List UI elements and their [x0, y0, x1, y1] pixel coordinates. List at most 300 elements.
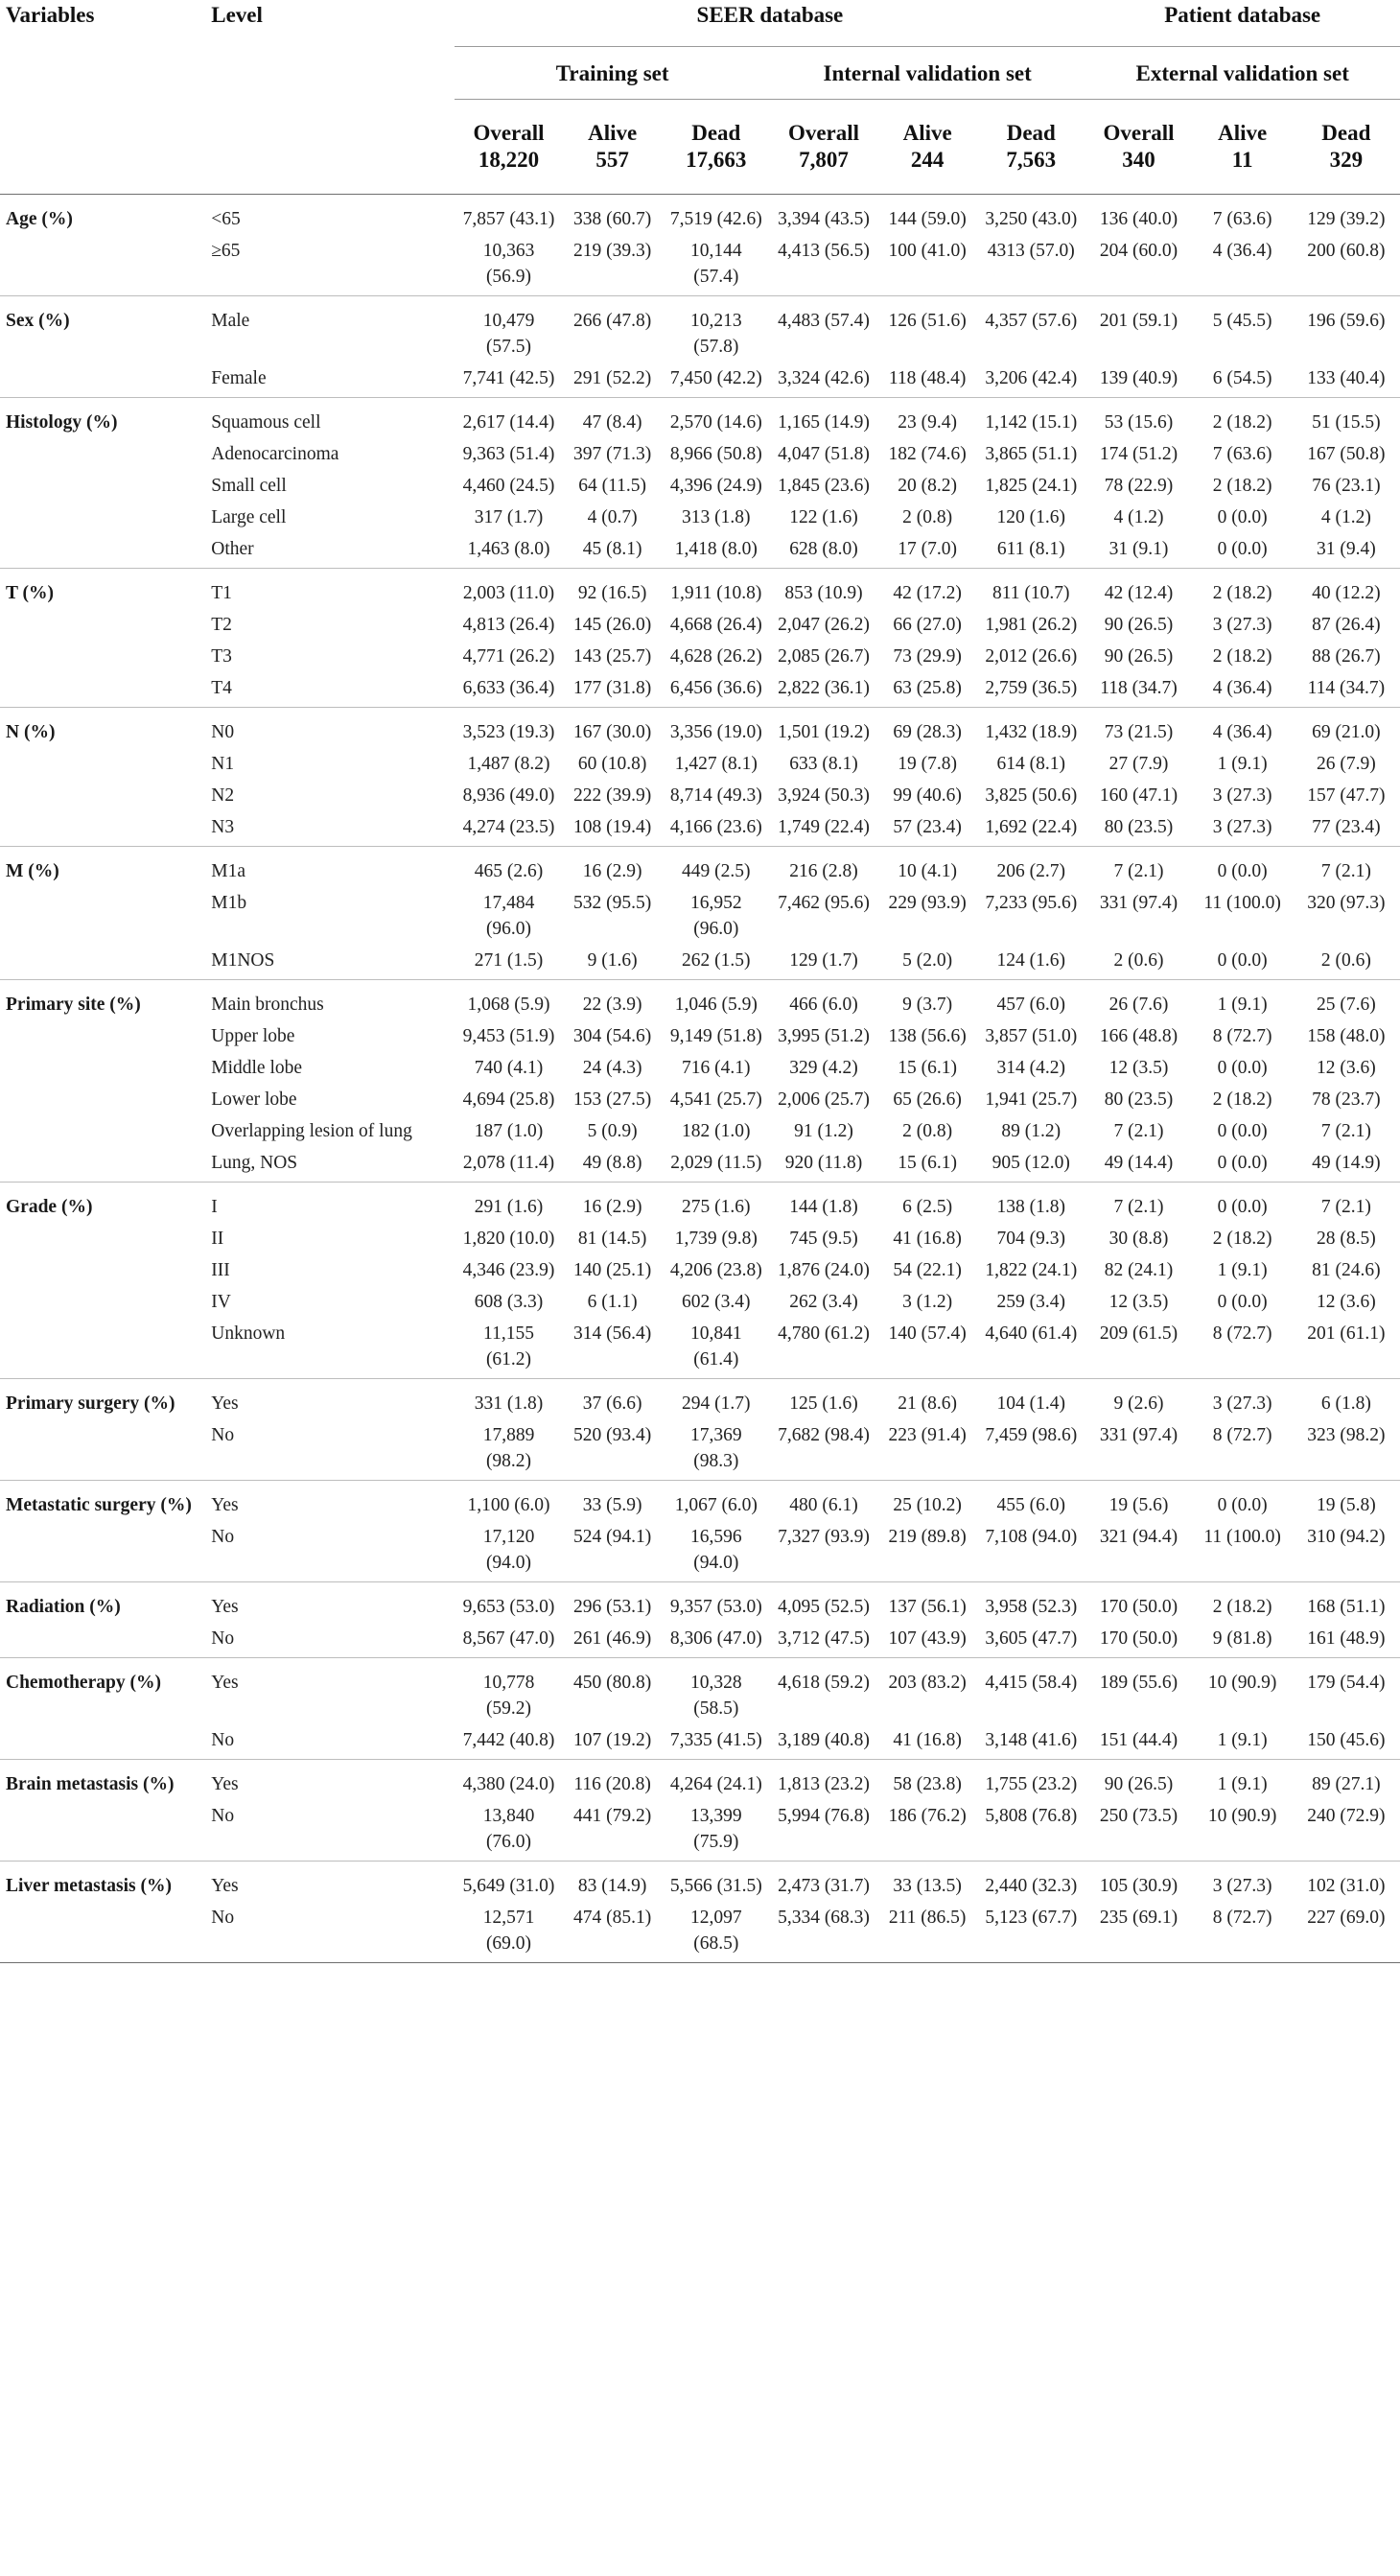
level-name: Other	[211, 539, 254, 559]
value-cell: 76 (23.1)	[1312, 476, 1381, 496]
value-cell: 3 (1.2)	[902, 1292, 953, 1312]
table-row	[0, 980, 1400, 1024]
value-cell: 4,415 (58.4)	[977, 1658, 1085, 1728]
value-cell: 0 (0.0)	[1217, 1292, 1268, 1312]
value-cell: 174 (51.2)	[1099, 444, 1178, 464]
table-row	[0, 847, 1400, 891]
value-cell: 88 (26.7)	[1312, 646, 1381, 667]
value-cell: 3,206 (42.4)	[985, 368, 1078, 388]
variable-name: Primary surgery (%)	[0, 1379, 205, 1423]
patient-database-header: Patient database	[1164, 3, 1321, 27]
value-cell: 1,100 (6.0)	[455, 1481, 562, 1525]
value-cell: 15 (6.1)	[898, 1153, 958, 1173]
training-set-header: Training set	[455, 47, 770, 100]
value-cell: 83 (14.9)	[563, 1862, 663, 1906]
value-cell: 2,617 (14.4)	[455, 398, 562, 442]
value-cell: 4,346 (23.9)	[462, 1260, 555, 1280]
table-row	[0, 1803, 1400, 1862]
variable-empty	[0, 1150, 205, 1183]
internal-validation-header: Internal validation set	[770, 47, 1085, 100]
value-cell: 10,778 (59.2)	[455, 1658, 562, 1728]
value-cell: 9 (3.7)	[877, 980, 977, 1024]
value-cell: 2 (18.2)	[1212, 1229, 1272, 1249]
value-cell: 196 (59.6)	[1293, 296, 1400, 366]
value-cell: 314 (4.2)	[996, 1058, 1066, 1078]
value-cell: 3,250 (43.0)	[977, 195, 1085, 239]
value-cell: 25 (10.2)	[877, 1481, 977, 1525]
level-name: M1NOS	[211, 950, 275, 971]
value-cell: 17,889 (98.2)	[482, 1425, 535, 1471]
level-name: Adenocarcinoma	[211, 444, 339, 464]
variable-empty	[0, 1257, 205, 1289]
value-cell: 1,845 (23.6)	[778, 476, 870, 496]
value-cell: 10 (90.9)	[1207, 1806, 1277, 1826]
variables-header: Variables	[6, 3, 95, 27]
table-row	[0, 1023, 1400, 1055]
value-cell: 58 (23.8)	[877, 1760, 977, 1804]
table-row	[0, 1905, 1400, 1963]
table-body	[0, 195, 1400, 1963]
value-cell: 145 (26.0)	[573, 615, 652, 635]
value-cell: 4,166 (23.6)	[669, 817, 762, 837]
value-cell: 262 (3.4)	[789, 1292, 858, 1312]
value-cell: 15 (6.1)	[898, 1058, 958, 1078]
level-name: N2	[211, 785, 235, 806]
value-cell: 7,741 (42.5)	[462, 368, 555, 388]
value-cell: 104 (1.4)	[977, 1379, 1085, 1423]
value-cell: 16 (2.9)	[563, 847, 663, 891]
table-row	[0, 1760, 1400, 1804]
table-row	[0, 1658, 1400, 1728]
value-cell: 12 (3.6)	[1316, 1292, 1376, 1312]
value-cell: 182 (1.0)	[682, 1121, 751, 1141]
variable-empty	[0, 1524, 205, 1582]
variable-empty	[0, 504, 205, 536]
variable-empty	[0, 1905, 205, 1963]
value-cell: 49 (14.4)	[1104, 1153, 1174, 1173]
level-name: II	[211, 1229, 224, 1249]
value-cell: 28 (8.5)	[1316, 1229, 1376, 1249]
value-cell: 291 (1.6)	[455, 1183, 562, 1227]
column-count: 7,563	[1006, 148, 1057, 172]
value-cell: 30 (8.8)	[1108, 1229, 1169, 1249]
value-cell: 8 (72.7)	[1212, 1026, 1272, 1046]
value-cell: 9 (1.6)	[587, 950, 638, 971]
value-cell: 1,820 (10.0)	[462, 1229, 555, 1249]
value-cell: 3,825 (50.6)	[985, 785, 1078, 806]
value-cell: 304 (54.6)	[573, 1026, 652, 1046]
value-cell: 11 (100.0)	[1203, 1527, 1281, 1547]
level-name: Yes	[205, 1862, 455, 1906]
value-cell: 6 (1.1)	[587, 1292, 638, 1312]
value-cell: 3 (27.3)	[1212, 785, 1272, 806]
value-cell: 2 (18.2)	[1193, 398, 1293, 442]
value-cell: 0 (0.0)	[1217, 539, 1268, 559]
value-cell: 4,274 (23.5)	[462, 817, 555, 837]
level-name: No	[211, 1908, 235, 1928]
value-cell: 122 (1.6)	[789, 507, 858, 527]
value-cell: 1,067 (6.0)	[663, 1481, 770, 1525]
value-cell: 4,694 (25.8)	[462, 1089, 555, 1110]
value-cell: 9,363 (51.4)	[462, 444, 555, 464]
value-cell: 49 (14.9)	[1312, 1153, 1381, 1173]
value-cell: 57 (23.4)	[893, 817, 962, 837]
value-cell: 80 (23.5)	[1104, 1089, 1174, 1110]
value-cell: 1,822 (24.1)	[985, 1260, 1078, 1280]
value-cell: 4,206 (23.8)	[669, 1260, 762, 1280]
value-cell: 8,306 (47.0)	[669, 1628, 762, 1649]
value-cell: 31 (9.1)	[1108, 539, 1169, 559]
variable-empty	[0, 644, 205, 675]
value-cell: 716 (4.1)	[682, 1058, 751, 1078]
column-label: Overall	[473, 121, 545, 145]
value-cell: 2,085 (26.7)	[778, 646, 870, 667]
level-name: Overlapping lesion of lung	[211, 1121, 412, 1141]
value-cell: 740 (4.1)	[474, 1058, 544, 1078]
value-cell: 4,380 (24.0)	[455, 1760, 562, 1804]
value-cell: 129 (39.2)	[1293, 195, 1400, 239]
value-cell: 0 (0.0)	[1217, 950, 1268, 971]
value-cell: 294 (1.7)	[663, 1379, 770, 1423]
value-cell: 17,369 (98.3)	[689, 1425, 742, 1471]
value-cell: 89 (27.1)	[1293, 1760, 1400, 1804]
value-cell: 100 (41.0)	[888, 241, 967, 261]
value-cell: 21 (8.6)	[877, 1379, 977, 1423]
variable-empty	[0, 814, 205, 847]
value-cell: 31 (9.4)	[1316, 539, 1376, 559]
value-cell: 120 (1.6)	[996, 507, 1066, 527]
column-count: 18,220	[478, 148, 540, 172]
level-name: Unknown	[211, 1323, 286, 1344]
value-cell: 11 (100.0)	[1203, 893, 1281, 913]
value-cell: 47 (8.4)	[563, 398, 663, 442]
table-row	[0, 814, 1400, 847]
level-name: No	[211, 1806, 235, 1826]
value-cell: 107 (19.2)	[573, 1730, 652, 1750]
value-cell: 229 (93.9)	[888, 893, 967, 913]
variable-empty	[0, 948, 205, 980]
value-cell: 450 (80.8)	[563, 1658, 663, 1728]
value-cell: 1,432 (18.9)	[977, 708, 1085, 752]
level-name: N3	[211, 817, 235, 837]
value-cell: 12 (3.5)	[1108, 1292, 1169, 1312]
value-cell: 45 (8.1)	[582, 539, 642, 559]
value-cell: 4 (36.4)	[1193, 708, 1293, 752]
variable-empty	[0, 612, 205, 644]
variable-empty	[0, 1023, 205, 1055]
variable-name: N (%)	[0, 708, 205, 752]
value-cell: 42 (17.2)	[877, 569, 977, 613]
value-cell: 24 (4.3)	[582, 1058, 642, 1078]
value-cell: 321 (94.4)	[1099, 1527, 1178, 1547]
value-cell: 140 (25.1)	[573, 1260, 652, 1280]
value-cell: 3 (27.3)	[1193, 1379, 1293, 1423]
value-cell: 310 (94.2)	[1307, 1527, 1386, 1547]
table-row	[0, 296, 1400, 366]
level-name: T1	[205, 569, 455, 613]
value-cell: 40 (12.2)	[1293, 569, 1400, 613]
value-cell: 633 (8.1)	[789, 754, 858, 774]
level-name: T4	[211, 678, 232, 698]
value-cell: 219 (89.8)	[888, 1527, 967, 1547]
variable-empty	[0, 365, 205, 398]
column-header	[563, 100, 663, 195]
value-cell: 2 (18.2)	[1193, 1582, 1293, 1627]
variable-empty	[0, 675, 205, 708]
value-cell: 27 (7.9)	[1108, 754, 1169, 774]
value-cell: 853 (10.9)	[770, 569, 877, 613]
value-cell: 125 (1.6)	[770, 1379, 877, 1423]
value-cell: 12,097 (68.5)	[689, 1908, 742, 1954]
value-cell: 4,541 (25.7)	[669, 1089, 762, 1110]
value-cell: 4,668 (26.4)	[669, 615, 762, 635]
value-cell: 4,095 (52.5)	[770, 1582, 877, 1627]
value-cell: 107 (43.9)	[888, 1628, 967, 1649]
value-cell: 2 (18.2)	[1212, 646, 1272, 667]
value-cell: 7 (2.1)	[1293, 847, 1400, 891]
table-row	[0, 1379, 1400, 1423]
level-name: III	[211, 1260, 230, 1280]
value-cell: 7,233 (95.6)	[985, 893, 1078, 913]
value-cell: 91 (1.2)	[794, 1121, 853, 1141]
value-cell: 65 (26.6)	[893, 1089, 962, 1110]
level-name: Main bronchus	[205, 980, 455, 1024]
value-cell: 3 (27.3)	[1212, 817, 1272, 837]
value-cell: 2 (0.8)	[902, 1121, 953, 1141]
value-cell: 53 (15.6)	[1085, 398, 1192, 442]
value-cell: 170 (50.0)	[1085, 1582, 1192, 1627]
value-cell: 275 (1.6)	[663, 1183, 770, 1227]
value-cell: 81 (24.6)	[1312, 1260, 1381, 1280]
value-cell: 271 (1.5)	[474, 950, 544, 971]
table-row	[0, 675, 1400, 708]
value-cell: 87 (26.4)	[1312, 615, 1381, 635]
table-row	[0, 1183, 1400, 1227]
value-cell: 7,857 (43.1)	[455, 195, 562, 239]
value-cell: 2,440 (32.3)	[977, 1862, 1085, 1906]
value-cell: 5 (2.0)	[902, 950, 953, 971]
value-cell: 1,068 (5.9)	[455, 980, 562, 1024]
value-cell: 6,456 (36.6)	[669, 678, 762, 698]
value-cell: 8 (72.7)	[1212, 1908, 1272, 1928]
value-cell: 64 (11.5)	[578, 476, 647, 496]
table-row	[0, 890, 1400, 948]
value-cell: 167 (30.0)	[563, 708, 663, 752]
value-cell: 73 (29.9)	[893, 646, 962, 667]
value-cell: 1 (9.1)	[1193, 980, 1293, 1024]
value-cell: 150 (45.6)	[1307, 1730, 1386, 1750]
level-name: Yes	[205, 1481, 455, 1525]
value-cell: 2 (0.8)	[902, 507, 953, 527]
value-cell: 138 (1.8)	[977, 1183, 1085, 1227]
value-cell: 200 (60.8)	[1307, 241, 1386, 261]
value-cell: 33 (13.5)	[877, 1862, 977, 1906]
value-cell: 3,857 (51.0)	[985, 1026, 1078, 1046]
value-cell: 26 (7.9)	[1316, 754, 1376, 774]
value-cell: 7,327 (93.9)	[778, 1527, 870, 1547]
table-row	[0, 1862, 1400, 1906]
value-cell: 118 (48.4)	[888, 368, 967, 388]
value-cell: 2,759 (36.5)	[985, 678, 1078, 698]
value-cell: 1,876 (24.0)	[778, 1260, 870, 1280]
variable-empty	[0, 1626, 205, 1658]
column-header	[1293, 100, 1400, 195]
value-cell: 11,155 (61.2)	[483, 1323, 534, 1370]
value-cell: 209 (61.5)	[1099, 1323, 1178, 1344]
value-cell: 167 (50.8)	[1307, 444, 1386, 464]
level-name: Lower lobe	[211, 1089, 297, 1110]
value-cell: 161 (48.9)	[1307, 1628, 1386, 1649]
value-cell: 1,427 (8.1)	[674, 754, 758, 774]
value-cell: 704 (9.3)	[996, 1229, 1066, 1249]
table-row	[0, 1524, 1400, 1582]
value-cell: 4,628 (26.2)	[669, 646, 762, 667]
value-cell: 6 (54.5)	[1212, 368, 1272, 388]
table-header	[0, 0, 1400, 195]
value-cell: 223 (91.4)	[888, 1425, 967, 1445]
value-cell: 182 (74.6)	[888, 444, 967, 464]
value-cell: 7 (63.6)	[1212, 444, 1272, 464]
value-cell: 10 (90.9)	[1193, 1658, 1293, 1728]
variable-empty	[0, 536, 205, 569]
value-cell: 7,462 (95.6)	[778, 893, 870, 913]
table-row	[0, 612, 1400, 644]
value-cell: 611 (8.1)	[996, 539, 1065, 559]
value-cell: 102 (31.0)	[1293, 1862, 1400, 1906]
value-cell: 4,396 (24.9)	[669, 476, 762, 496]
value-cell: 2,473 (31.7)	[770, 1862, 877, 1906]
seer-database-header: SEER database	[696, 3, 844, 27]
value-cell: 10,213 (57.8)	[663, 296, 770, 366]
value-cell: 54 (22.1)	[893, 1260, 962, 1280]
value-cell: 7 (63.6)	[1193, 195, 1293, 239]
value-cell: 4,264 (24.1)	[663, 1760, 770, 1804]
variable-empty	[0, 238, 205, 296]
value-cell: 266 (47.8)	[563, 296, 663, 366]
variable-empty	[0, 1422, 205, 1481]
value-cell: 26 (7.6)	[1085, 980, 1192, 1024]
table-row	[0, 1118, 1400, 1150]
table-row	[0, 441, 1400, 473]
variable-name: Radiation (%)	[0, 1582, 205, 1627]
level-name: Small cell	[211, 476, 287, 496]
table-row	[0, 1582, 1400, 1627]
value-cell: 51 (15.5)	[1293, 398, 1400, 442]
value-cell: 211 (86.5)	[888, 1908, 967, 1928]
value-cell: 10,328 (58.5)	[663, 1658, 770, 1728]
value-cell: 2,047 (26.2)	[778, 615, 870, 635]
value-cell: 614 (8.1)	[996, 754, 1066, 774]
table-row	[0, 1481, 1400, 1525]
value-cell: 203 (83.2)	[877, 1658, 977, 1728]
value-cell: 9 (81.8)	[1212, 1628, 1272, 1649]
variable-empty	[0, 1118, 205, 1150]
value-cell: 41 (16.8)	[893, 1229, 962, 1249]
variable-name: M (%)	[0, 847, 205, 891]
value-cell: 2,012 (26.6)	[985, 646, 1078, 667]
value-cell: 17,120 (94.0)	[482, 1527, 535, 1573]
level-name: T2	[211, 615, 232, 635]
value-cell: 1 (9.1)	[1217, 1730, 1268, 1750]
value-cell: 9,149 (51.8)	[669, 1026, 762, 1046]
value-cell: 78 (22.9)	[1104, 476, 1174, 496]
value-cell: 17,484 (96.0)	[482, 893, 535, 939]
value-cell: 0 (0.0)	[1193, 847, 1293, 891]
value-cell: 1,739 (9.8)	[674, 1229, 758, 1249]
level-name: Yes	[205, 1658, 455, 1728]
variable-empty	[0, 1803, 205, 1862]
level-header: Level	[211, 3, 263, 27]
value-cell: 69 (21.0)	[1293, 708, 1400, 752]
value-cell: 2,570 (14.6)	[663, 398, 770, 442]
value-cell: 5,334 (68.3)	[778, 1908, 870, 1928]
value-cell: 8 (72.7)	[1212, 1425, 1272, 1445]
level-name: No	[211, 1628, 235, 1649]
value-cell: 1,165 (14.9)	[770, 398, 877, 442]
value-cell: 16,952 (96.0)	[689, 893, 742, 939]
value-cell: 4,047 (51.8)	[778, 444, 870, 464]
table-row	[0, 1321, 1400, 1379]
level-name: Yes	[205, 1760, 455, 1804]
value-cell: 4 (1.2)	[1113, 507, 1164, 527]
table-row	[0, 238, 1400, 296]
value-cell: 331 (97.4)	[1099, 893, 1178, 913]
value-cell: 0 (0.0)	[1193, 1481, 1293, 1525]
value-cell: 69 (28.3)	[877, 708, 977, 752]
value-cell: 4,483 (57.4)	[770, 296, 877, 366]
value-cell: 1,981 (26.2)	[985, 615, 1078, 635]
value-cell: 3,394 (43.5)	[770, 195, 877, 239]
table-row	[0, 1055, 1400, 1087]
value-cell: 3 (27.3)	[1212, 615, 1272, 635]
level-name: Upper lobe	[211, 1026, 295, 1046]
value-cell: 520 (93.4)	[573, 1425, 652, 1445]
variable-name: Grade (%)	[0, 1183, 205, 1227]
table-row	[0, 569, 1400, 613]
value-cell: 2 (0.6)	[1113, 950, 1164, 971]
value-cell: 49 (8.8)	[582, 1153, 642, 1173]
value-cell: 16 (2.9)	[563, 1183, 663, 1227]
value-cell: 187 (1.0)	[474, 1121, 544, 1141]
value-cell: 0 (0.0)	[1217, 1058, 1268, 1078]
value-cell: 10,841 (61.4)	[689, 1323, 742, 1370]
value-cell: 2,003 (11.0)	[455, 569, 562, 613]
value-cell: 78 (23.7)	[1312, 1089, 1381, 1110]
column-label: Alive	[902, 121, 952, 145]
level-name: Squamous cell	[205, 398, 455, 442]
value-cell: 4,357 (57.6)	[977, 296, 1085, 366]
value-cell: 7,108 (94.0)	[985, 1527, 1078, 1547]
level-name: Large cell	[211, 507, 287, 527]
value-cell: 5,566 (31.5)	[663, 1862, 770, 1906]
column-label: Alive	[1218, 121, 1268, 145]
value-cell: 1,692 (22.4)	[985, 817, 1078, 837]
value-cell: 7 (2.1)	[1113, 1121, 1164, 1141]
column-count: 557	[595, 148, 629, 172]
value-cell: 10,144 (57.4)	[689, 241, 742, 287]
variable-empty	[0, 441, 205, 473]
value-cell: 3,958 (52.3)	[977, 1582, 1085, 1627]
value-cell: 136 (40.0)	[1085, 195, 1192, 239]
value-cell: 92 (16.5)	[563, 569, 663, 613]
value-cell: 296 (53.1)	[563, 1582, 663, 1627]
value-cell: 206 (2.7)	[977, 847, 1085, 891]
value-cell: 37 (6.6)	[563, 1379, 663, 1423]
value-cell: 116 (20.8)	[563, 1760, 663, 1804]
value-cell: 153 (27.5)	[573, 1089, 652, 1110]
variable-empty	[0, 1055, 205, 1087]
value-cell: 1,046 (5.9)	[663, 980, 770, 1024]
